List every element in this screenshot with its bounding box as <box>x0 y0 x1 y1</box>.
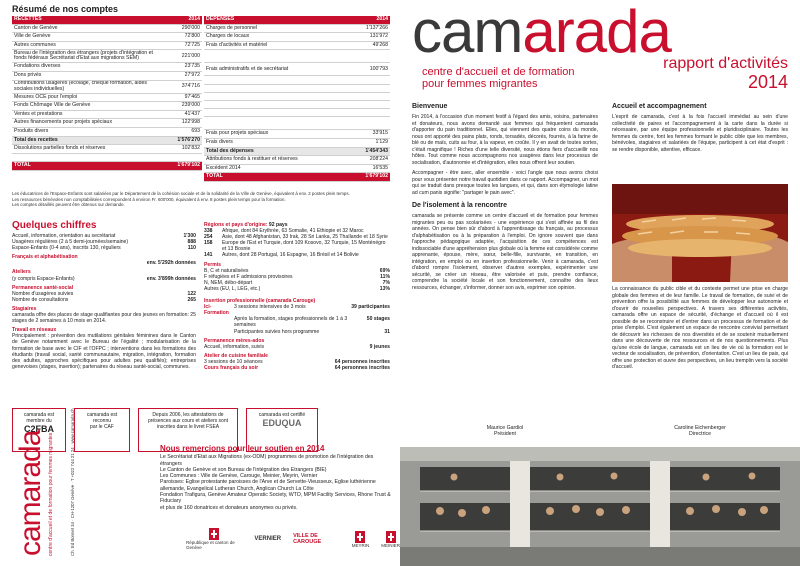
meyrin-shield-icon <box>355 531 365 543</box>
cours-value: 64 personnes inscrites <box>334 364 390 371</box>
spacer-row <box>204 100 390 108</box>
signature-president <box>412 425 598 438</box>
cours-row <box>204 365 390 371</box>
account-value <box>346 92 390 100</box>
account-value: 131'972 <box>346 33 390 42</box>
accueil-title: Accueil et accompagnement <box>612 103 707 110</box>
table-row <box>12 50 202 63</box>
table-row <box>12 110 202 119</box>
account-value: 239'000 <box>162 102 202 111</box>
account-label <box>204 100 346 108</box>
region-count: 158 <box>204 240 213 247</box>
stat-label: Nombre de consultations <box>12 296 69 303</box>
region-text: Europe de l'Est et Turquie, dont 109 Kosovo, 32 Turquie, 15 Monténégro et 13 Bosnie <box>222 240 386 253</box>
meres-title: Permanence mères-ados <box>204 337 265 344</box>
account-value <box>346 109 390 117</box>
spacer-row <box>204 92 390 100</box>
account-value <box>346 117 390 130</box>
cuisine-value: 64 personnes inscrites <box>334 358 390 365</box>
account-value: 72'800 <box>162 33 202 42</box>
account-value: 100'793 <box>346 63 390 76</box>
account-label: Autres financements pour projets spéciaux <box>12 119 162 128</box>
partner-line: Depuis 2006, les attestations de présences aux cours et ateliers sont inscrites dans le livret FSEA <box>147 412 229 431</box>
permanence-rows <box>12 291 196 303</box>
summary-title: Résumé de nos comptes <box>12 4 119 14</box>
brand-wordmark <box>412 0 671 65</box>
account-label <box>204 92 346 100</box>
table-row <box>12 127 202 136</box>
note-line: Les ressources bénévoles non comptabilisées correspondent à environ Fr. 600'000, équivalent à env. 8 postes plein temps pour la formation. <box>12 196 286 202</box>
region-text: Autres, dont 28 Portugal, 16 Espagne, 16 Brésil et 14 Bolivie <box>222 252 359 259</box>
bread-photo-image <box>612 184 788 282</box>
table-row <box>204 130 390 139</box>
account-value: 41'437 <box>162 110 202 119</box>
stat-label: F réfugiées et F admissions provisoires <box>204 273 293 280</box>
spacer-row <box>204 109 390 117</box>
account-value: 374'716 <box>162 80 202 93</box>
stat-label: Accueil, information, orientation au secrétariat <box>12 233 116 239</box>
account-value <box>346 50 390 63</box>
bienvenue-title: Bienvenue <box>412 103 448 110</box>
regions-count: 92 pays <box>268 222 288 228</box>
thanks-title: Nous remercions pour leur soutien en 2014 <box>160 444 325 453</box>
account-label <box>12 153 162 161</box>
thanks-line: Le Secrétariat d'Etat aux Migrations (ex-ODM) programmes de promotion de l'intégration des étrangers <box>160 454 374 467</box>
account-value: 1'129 <box>346 138 390 147</box>
report-subtitle: rapport d'activités <box>663 55 788 72</box>
account-label: Total des recettes <box>12 136 162 145</box>
account-label <box>204 76 346 84</box>
account-label: Autres communes <box>12 41 162 50</box>
account-value <box>162 153 202 161</box>
logo-label: VERNIER <box>254 536 282 542</box>
permis-rows <box>204 268 390 292</box>
ateliers-title: Ateliers <box>12 269 31 276</box>
stat-label: Nombre d'usagères suivies <box>12 290 74 297</box>
signature-name: Caroline Eichenberger <box>674 425 726 431</box>
account-value <box>346 84 390 92</box>
account-label <box>204 50 346 63</box>
stat-value: 122 <box>187 290 196 297</box>
brand-part-2: arada <box>522 0 671 65</box>
quelques-chiffres-title: Quelques chiffres <box>12 220 97 231</box>
account-label: Frais administratifs et de secrétariat <box>204 63 346 76</box>
logo-label: MEYRIN <box>351 542 370 548</box>
table-row <box>12 71 202 80</box>
stat-value: 69% <box>379 267 390 274</box>
accueil-column-2 <box>612 286 788 375</box>
regions-rows <box>204 228 390 258</box>
travail-title: Travail en réseaux <box>12 327 57 334</box>
spacer-row <box>204 84 390 92</box>
stagiaires-title: Stagiaires <box>12 305 37 312</box>
total-row <box>204 173 390 182</box>
stat-row <box>204 286 390 292</box>
thanks-block <box>160 446 392 511</box>
vernier-logo <box>254 536 281 542</box>
account-value <box>346 100 390 108</box>
travail-text: Principalement : prévention des mutilations génitales féminines dans le Canton de Genève notamment avec le Bureau de l'égalité ; modularisation de la formation de base avec le CIF et l'OFPC ; interventions dans les formations des étudiants (travail social, santé communautaire, migration, intégration, formation des adultes, approches spécifiques pour adultes peu qualifiés); entreprises genevoises (stages, insertion); partenaires du réseau santé-social, communes. <box>12 333 196 370</box>
account-label: Dissolutions partielles fonds et réserves <box>12 145 162 154</box>
account-label: Frais pour projets spéciaux <box>204 130 346 139</box>
geneve-shield-icon <box>209 528 219 540</box>
account-value: 2014 <box>346 16 390 24</box>
account-value: 102'832 <box>162 145 202 154</box>
note-line: Les comptes détaillés peuvent être obtenus sur demande. <box>12 202 125 207</box>
account-value: 290'000 <box>162 24 202 33</box>
account-label <box>204 109 346 117</box>
account-value: 27'972 <box>162 71 202 80</box>
cuisine-title: Atelier de cuisine familiale <box>204 352 268 359</box>
stat-row <box>12 297 196 303</box>
account-label: Bureau de l'intégration des étrangers (projets d'intégration et fonds fédéraux Secrétariat d'Etat aux migrations SEM) <box>12 50 162 63</box>
table-row <box>204 156 390 165</box>
table-row <box>204 164 390 173</box>
account-label: Fonds Chômage Ville de Genève <box>12 102 162 111</box>
account-value: 33'915 <box>346 130 390 139</box>
francais-row <box>12 260 196 266</box>
stat-label: N, NEM, débo-départ <box>204 279 253 286</box>
account-label: Mesures OCE pour l'emploi <box>12 93 162 102</box>
cuisine-label: 3 sessions de 10 séances <box>204 358 263 365</box>
tagline-line: pour femmes migrantes <box>422 78 538 90</box>
account-value: 16'535 <box>346 164 390 173</box>
table-header <box>12 16 202 24</box>
stat-label: Espace-Enfants (0-4 ans), inscrits 130, réguliers <box>12 245 121 252</box>
account-label: Fondations diverses <box>12 63 162 72</box>
region-text: Asie, dont 48 Afghanistan, 33 Irak, 28 Sri Lanka, 25 Thaïlande et 18 Syrie <box>222 234 388 241</box>
insertion-label: Participantes suivies hors programme <box>234 328 320 335</box>
account-value: 1'454'343 <box>346 147 390 156</box>
account-value: 72'725 <box>162 41 202 50</box>
account-label: Attributions fonds à restituer et réserves <box>204 156 346 165</box>
carouge-logo <box>293 533 340 545</box>
spacer-row <box>12 153 202 161</box>
stats-right <box>204 222 390 371</box>
account-label: Charges de locaux <box>204 33 346 42</box>
insertion-program: Ici-Formation <box>204 304 229 317</box>
recettes-table <box>12 16 202 171</box>
account-label: Frais divers <box>204 138 346 147</box>
note-line: Les éducatrices de l'Espace-Enfants sont salariées par le Département de la cohésion sociale et de la solidarité de la Ville de Genève, équivalent à env. 2 postes plein temps. <box>12 191 350 196</box>
region-count: 338 <box>204 228 213 235</box>
account-label: TOTAL <box>12 161 162 170</box>
insertion-title: Insertion professionnelle (camarada Carouge) <box>204 298 316 305</box>
account-value: 1'576'270 <box>162 136 202 145</box>
account-label: Ventes et prestations <box>12 110 162 119</box>
stat-value: 11% <box>380 273 390 280</box>
tagline-line: centre d'accueil et de formation <box>422 66 575 78</box>
thanks-line: Les Communes : Ville de Genève, Carouge, Meinier, Meyrin, Vernier <box>160 473 318 480</box>
stat-row <box>12 245 196 251</box>
sponsor-logos <box>186 528 400 550</box>
table-row <box>12 24 202 33</box>
table-row <box>12 33 202 42</box>
account-label: Ville de Genève <box>12 33 162 42</box>
insertion-label: Après la formation, stages professionnels de 1 à 3 semaines <box>234 316 348 329</box>
signature-name: Maurice Gardiol <box>486 425 524 431</box>
insertion-row <box>204 329 390 335</box>
thanks-line: Fondation Trafigura, Genève Amateur Operatic Society, WTO, MPM Facility Services, Rhone Trust & Fiduciary <box>160 492 391 505</box>
permis-title: Permis <box>204 261 221 268</box>
meres-label: Accueil, information, suivis <box>204 343 265 350</box>
table-row <box>12 145 202 154</box>
meres-row <box>204 344 390 350</box>
insertion-row <box>204 316 390 328</box>
subtotal-row <box>12 136 202 145</box>
bienvenue-paragraph-2: Accompagner - être avec, aller ensemble - voici l'angle que nous avons choisi pour vous présenter notre travail quotidien dans ce rapport. Accompagner, un mot qui se traduit dans presque toutes les langues, et qui, dans son étymologie latine ad cum panis signifie: "partager le pain avec". <box>412 170 598 196</box>
building-photo <box>400 447 800 566</box>
account-label: TOTAL <box>204 173 346 182</box>
signature-role: Directrice <box>689 431 711 438</box>
account-label: Dons privés <box>12 71 162 80</box>
stat-label: Usagères régulières (2 à 5 demi-journées/semaine) <box>12 239 129 246</box>
account-label: Canton de Genève <box>12 24 162 33</box>
report-title <box>648 56 788 92</box>
spine-tagline: centre d'accueil et de formation pour femmes migrantes <box>48 432 54 556</box>
insertion-value: 50 stages <box>366 316 390 323</box>
building-photo-image <box>400 447 800 566</box>
geneve-logo <box>186 528 242 550</box>
table-row <box>12 80 202 93</box>
account-label <box>204 117 346 130</box>
accueil-column <box>612 102 788 157</box>
bienvenue-column <box>412 102 598 295</box>
spacer-row <box>204 50 390 63</box>
subtotal-row <box>204 147 390 156</box>
partner-line: camarada est certifié <box>258 412 306 418</box>
stats-left <box>12 233 196 370</box>
logo-label: République et canton de Genève <box>186 540 235 550</box>
table-header <box>204 16 390 24</box>
table-row <box>204 138 390 147</box>
insertion-label: 3 sessions intensives de 3 mois <box>234 304 306 311</box>
bienvenue-paragraph-1: Fin 2014, à l'occasion d'un moment festif à l'égard des amis, voisins, partenaires et donateurs, nous avons demandé aux femmes qui fréquentent camarada d'apporter du pain traditionnel. Elles, qui viennent des quatre coins du monde, nous ont apporté des pains plats, ronds, torsadés, décorés, fourrés, à la farine de blé ou de maïs, cuits au four, à la vapeur, en croûte. Il y en avait de toutes sortes, c'était magnifique ! Riches d'une telle diversité, nous étions fiers d'accueillir nos hôtes. Tout comme nous accompagnons nos usagères dans leur processus de socialisation, d'autonomie et d'intégration, elles nous offrent leur soutien. <box>412 114 598 166</box>
thanks-line: Paroisses: Eglise protestante paroisses de l'Arve et de Servette-Vieusseux, Eglise luthérienne allemande, Evangelical Lutheran Church, Anglican Church La Côte <box>160 479 376 492</box>
account-label <box>204 84 346 92</box>
thanks-line: et plus de 160 donatrices et donateurs anonymes ou privés. <box>160 504 298 511</box>
account-value: 97'465 <box>162 93 202 102</box>
account-label: RECETTES <box>12 16 162 24</box>
eduqua-logo: EDUQUA <box>262 418 302 429</box>
accueil-paragraph-1: L'esprit de camarada, c'est à la fois l'accueil immédiat au sein d'une collectivité de paires et l'accompagnement à la carte dans la durée si nécessaire, par une équipe professionnelle et pluridisciplinaire. Toutes les femmes du centre, font les femmes formant le public cible que les membres, bénévoles, stagiaires et salariées de l'équipe, participent à cet état d'esprit : se rendre disponible, attentive, efficace. <box>612 114 788 153</box>
account-value: 23'735 <box>162 63 202 72</box>
stat-value: 888 <box>187 239 196 246</box>
account-value <box>346 76 390 84</box>
account-value: 1'679'102 <box>162 161 202 170</box>
stat-value: 13% <box>379 285 390 292</box>
brand-tagline <box>422 66 575 90</box>
meres-value: 9 jeunes <box>369 343 390 350</box>
account-label: Frais d'activités et matériel <box>204 41 346 50</box>
ateliers-value: env. 3'899h données <box>146 275 196 282</box>
insertion-program <box>204 316 234 328</box>
account-label: Charges de personnel <box>204 24 346 33</box>
brand-part-1: cam <box>412 0 523 65</box>
insertion-row <box>204 304 390 316</box>
thanks-lines <box>160 454 392 511</box>
stagiaires-text: camarada offre des places de stage qualifiantes pour des jeunes en formation: 25 stages de 2 semaines à 10 mois en 2014. <box>12 312 196 325</box>
stat-label: B, C et naturalisées <box>204 267 249 274</box>
table-row <box>204 33 390 42</box>
partner-line: camarada est membre du <box>23 412 55 425</box>
total-row <box>12 161 202 170</box>
meinier-logo <box>381 531 400 548</box>
account-value: 2014 <box>162 16 202 24</box>
table-row <box>12 41 202 50</box>
account-value: 208'224 <box>346 156 390 165</box>
francais-value: env. 5'292h données <box>146 260 196 267</box>
region-text: Afrique, dont 84 Erythrée, 63 Somalie, 41 Ethiopie et 32 Maroc <box>222 228 364 235</box>
stat-label: Autres (EU, L, LEG, etc.) <box>204 285 261 292</box>
account-value: 693 <box>162 127 202 136</box>
partner-box-caf <box>74 408 130 452</box>
bread-photo <box>612 184 788 282</box>
spine-word: camarada <box>14 430 47 556</box>
account-value: 221'000 <box>162 50 202 63</box>
signature-directrice <box>612 425 788 438</box>
stat-value: 1'300 <box>183 233 196 239</box>
ateliers-row <box>12 276 196 282</box>
report-year: 2014 <box>747 72 788 92</box>
region-count: 254 <box>204 234 213 241</box>
accueil-paragraph-2: La connaissance du public cible et du contexte permet une prise en charge globale des femmes et de leur famille. Le travail de formation, de suivi et de prévention offre la possibilité aux femmes de développer leur autonomie et d'ouvrir de nouvelles perspectives. A travers ses différentes activités, camarada offre un espace de sécurité, d'échange et d'accueil où il est possible de se reconstruire et d'entrer dans un processus de formation et de prise d'emploi. C'est également un espace de rencontre convivial permettant de découvrir les richesses de nos diversités et de se soutenir mutuellement dans une découverte de nos ressources et de nos questionnements. Plus qu'une école de langue, camarada est un lieu de vie où la formation est le vecteur de socialisation, de prévention, d'orientation. C'est un lieu de paix, qui offre une protection et ouvre des perspectives, un lieu tremplin vers la société d'accueil. <box>612 286 788 370</box>
insertion-program <box>204 329 234 335</box>
permanence-title: Permanence santé-social <box>12 284 74 291</box>
table-row <box>204 63 390 76</box>
account-label: Total des dépenses <box>204 147 346 156</box>
accueil-rows <box>12 233 196 251</box>
account-label: Excédent 2014 <box>204 164 346 173</box>
isolement-paragraph-1: camarada se présente comme un centre d'accueil et de formation pour femmes migrantes peu ou pas scolarisées - une expérience qui s'est affinée au fil des années. On pense bien sûr d'abord à l'apprentissage du français, au processus d'alphabétisation ou à la préparation à l'emploi. On ignore souvent que dans l'approche pédagogique adaptée, l'acquisition de ces compétences est indissociable d'une appréhension plus globale où la femme est considérée comme apprenante, épouse, mère, sœur, belle-fille, survivante, en transition, en intégration, en emploi ou en insertion professionnelle. Venir à camarada, c'est d'abord rompre l'isolement, observer d'autres exemples, expérimenter une sécurité, se créer un réseau, être valorisée et puis, prendre confiance, comprendre la société locale et son fonctionnement, connaître des lieux ressources, échanger, s'informer, donner son avis, exprimer son opinion. <box>412 213 598 291</box>
account-label: DÉPENSES <box>204 16 346 24</box>
isolement-title: De l'isolement à la rencontre <box>412 202 508 209</box>
insertion-value: 39 participantes <box>351 304 390 311</box>
partner-line: par le CAF <box>90 424 114 431</box>
ateliers-sub: (y compris Espace-Enfants) <box>12 275 75 282</box>
stat-value: 7% <box>382 279 390 286</box>
thanks-line: Le Canton de Genève et son Bureau de l'intégration des Etrangers (BIE) <box>160 466 327 473</box>
meyrin-logo <box>352 531 370 548</box>
region-row <box>204 252 390 258</box>
account-value: 122'998 <box>162 119 202 128</box>
depenses-table <box>204 16 390 182</box>
regions-title: Régions et pays d'origine: <box>204 222 268 228</box>
cours-title: Cours français du soir <box>204 364 259 371</box>
meinier-shield-icon <box>386 531 396 543</box>
spacer-row <box>204 76 390 84</box>
accounts-notes <box>12 191 390 208</box>
table-row <box>12 63 202 72</box>
signature-role: Président <box>494 431 516 438</box>
right-page <box>400 0 800 566</box>
account-label: Produits divers <box>12 127 162 136</box>
francais-title: Français et alphabétisation <box>12 254 78 261</box>
account-value: 1'679'102 <box>346 173 390 182</box>
table-row <box>12 119 202 128</box>
table-row <box>12 102 202 111</box>
stat-value: 265 <box>187 296 196 303</box>
spine-address: Ch. Ed Bonnet 34 · CH-1207 Genève · T +022 744 21 24 · www.camarada.ch <box>70 408 75 556</box>
insertion-value: 31 <box>384 328 390 335</box>
spacer-row <box>204 117 390 130</box>
table-row <box>204 24 390 33</box>
logo-label: VILLE DE CAROUGE <box>293 533 322 545</box>
region-count: 141 <box>204 252 213 259</box>
account-value: 1'137'266 <box>346 24 390 33</box>
insertion-rows <box>204 304 390 334</box>
table-row <box>12 93 202 102</box>
account-value: 49'268 <box>346 41 390 50</box>
region-row <box>204 240 390 252</box>
fba-logo: C2FBA <box>23 424 54 435</box>
table-row <box>204 41 390 50</box>
logo-label: MEINIER <box>381 542 400 548</box>
stat-value: 110 <box>187 245 196 252</box>
partner-line: camarada est reconnu <box>86 412 118 425</box>
account-label: Contributions usagères (écolage, chèque formation, aides sociales individuelles) <box>12 80 162 93</box>
